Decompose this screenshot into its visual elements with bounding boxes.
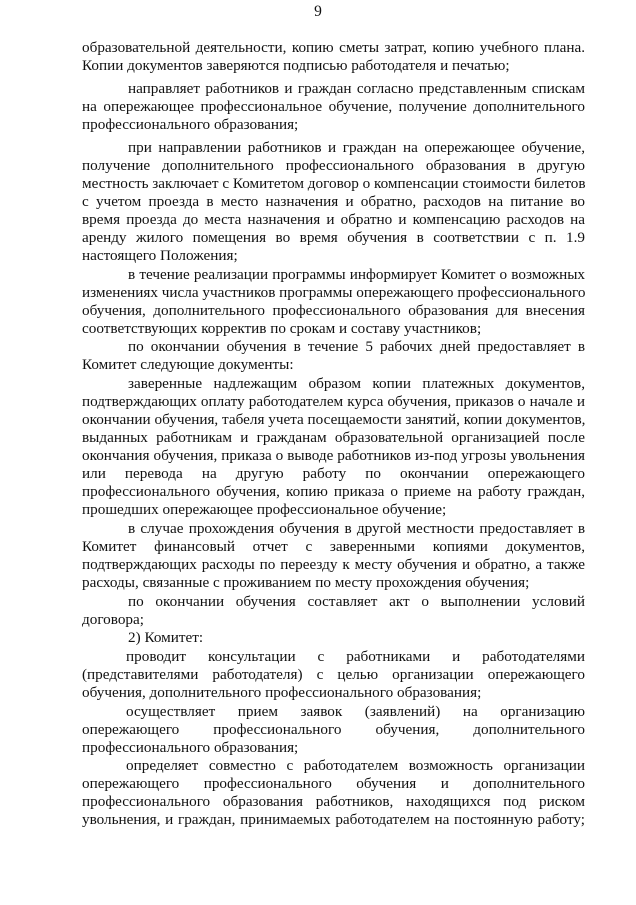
text-line: договора; [82, 611, 144, 628]
text-line: расходы, связанные с проживанием по месту прохождения обучения; [82, 574, 530, 591]
text-line: при направлении работников и граждан на опережающее обучение, [128, 139, 585, 156]
text-line: в случае прохождения обучения в другой местности предоставляет в [128, 520, 585, 537]
text-line: с учетом проезда в место назначения и обратно, расходов на питание во [82, 193, 585, 210]
text-line: направляет работников и граждан согласно представленным спискам [128, 80, 585, 97]
text-line: Комитет финансовый отчет с заверенными копиями документов, [82, 538, 585, 555]
text-line: аренду жилого помещения во время обучения в соответствии с п. 1.9 [82, 229, 585, 246]
text-line: профессионального образования; [82, 739, 299, 756]
text-line: получение дополнительного профессионального образования в другую [82, 157, 585, 174]
text-line: окончании обучения, табеля учета посещаемости занятий, копии документов, [82, 411, 586, 428]
text-line: соответствующих корректив по срокам и составу участников; [82, 320, 482, 337]
text-line: профессионального обучения, копию приказа о приеме на работу граждан, [82, 483, 585, 500]
text-line: настоящего Положения; [82, 247, 238, 264]
text-line: определяет совместно с работодателем возможность организации [126, 757, 585, 774]
text-line: обучения, дополнительного профессионального образования; [82, 684, 482, 701]
text-line: опережающего профессионального обучения и дополнительного [82, 775, 585, 792]
text-line: заверенные надлежащим образом копии платежных документов, [128, 375, 585, 392]
text-line: увольнения, и граждан, принимаемых работодателем на постоянную работу; [82, 811, 585, 828]
text-line: изменениях числа участников программы опережающего профессионального [82, 284, 586, 301]
text-line: Копии документов заверяются подписью работодателя и печатью; [82, 57, 510, 74]
text-line: выданных работникам и гражданам образовательной организацией после [82, 429, 585, 446]
text-line: на опережающее профессиональное обучение, получение дополнительного [82, 98, 585, 115]
text-line: опережающего профессионального обучения, дополнительного [82, 721, 585, 738]
text-line: обучения, дополнительного профессионального образования для внесения [82, 302, 585, 319]
text-line: профессионального образования работников, находящихся под риском [82, 793, 585, 810]
text-line: местность заключает с Комитетом договор о компенсации стоимости билетов [82, 175, 586, 192]
text-line: (представителями работодателя) с целью организации опережающего [82, 666, 585, 683]
text-line: Комитет следующие документы: [82, 356, 294, 373]
text-line: подтверждающих оплату работодателем курса обучения, приказов о начале и [82, 393, 585, 410]
text-line: или перевода на другую работу по окончании опережающего [82, 465, 585, 482]
text-line: профессионального образования; [82, 116, 299, 133]
text-line: осуществляет прием заявок (заявлений) на организацию [126, 703, 585, 720]
page-number: 9 [314, 3, 322, 20]
text-line: образовательной деятельности, копию сметы затрат, копию учебного плана. [82, 39, 585, 56]
text-line: время проезда до места назначения и обратно и компенсацию расходов на [82, 211, 585, 228]
text-line: по окончании обучения составляет акт о выполнении условий [128, 593, 585, 610]
text-line: 2) Комитет: [128, 629, 204, 646]
text-line: окончания обучения, приказа о выводе работников из-под угрозы увольнения [82, 447, 585, 464]
text-line: по окончании обучения в течение 5 рабочих дней предоставляет в [128, 338, 585, 355]
text-line: проводит консультации с работниками и работодателями [126, 648, 585, 665]
text-line: подтверждающих расходы по переезду к месту обучения и обратно, а также [82, 556, 585, 573]
text-line: прошедших опережающее профессиональное обучение; [82, 501, 447, 518]
text-line: в течение реализации программы информирует Комитет о возможных [128, 266, 585, 283]
